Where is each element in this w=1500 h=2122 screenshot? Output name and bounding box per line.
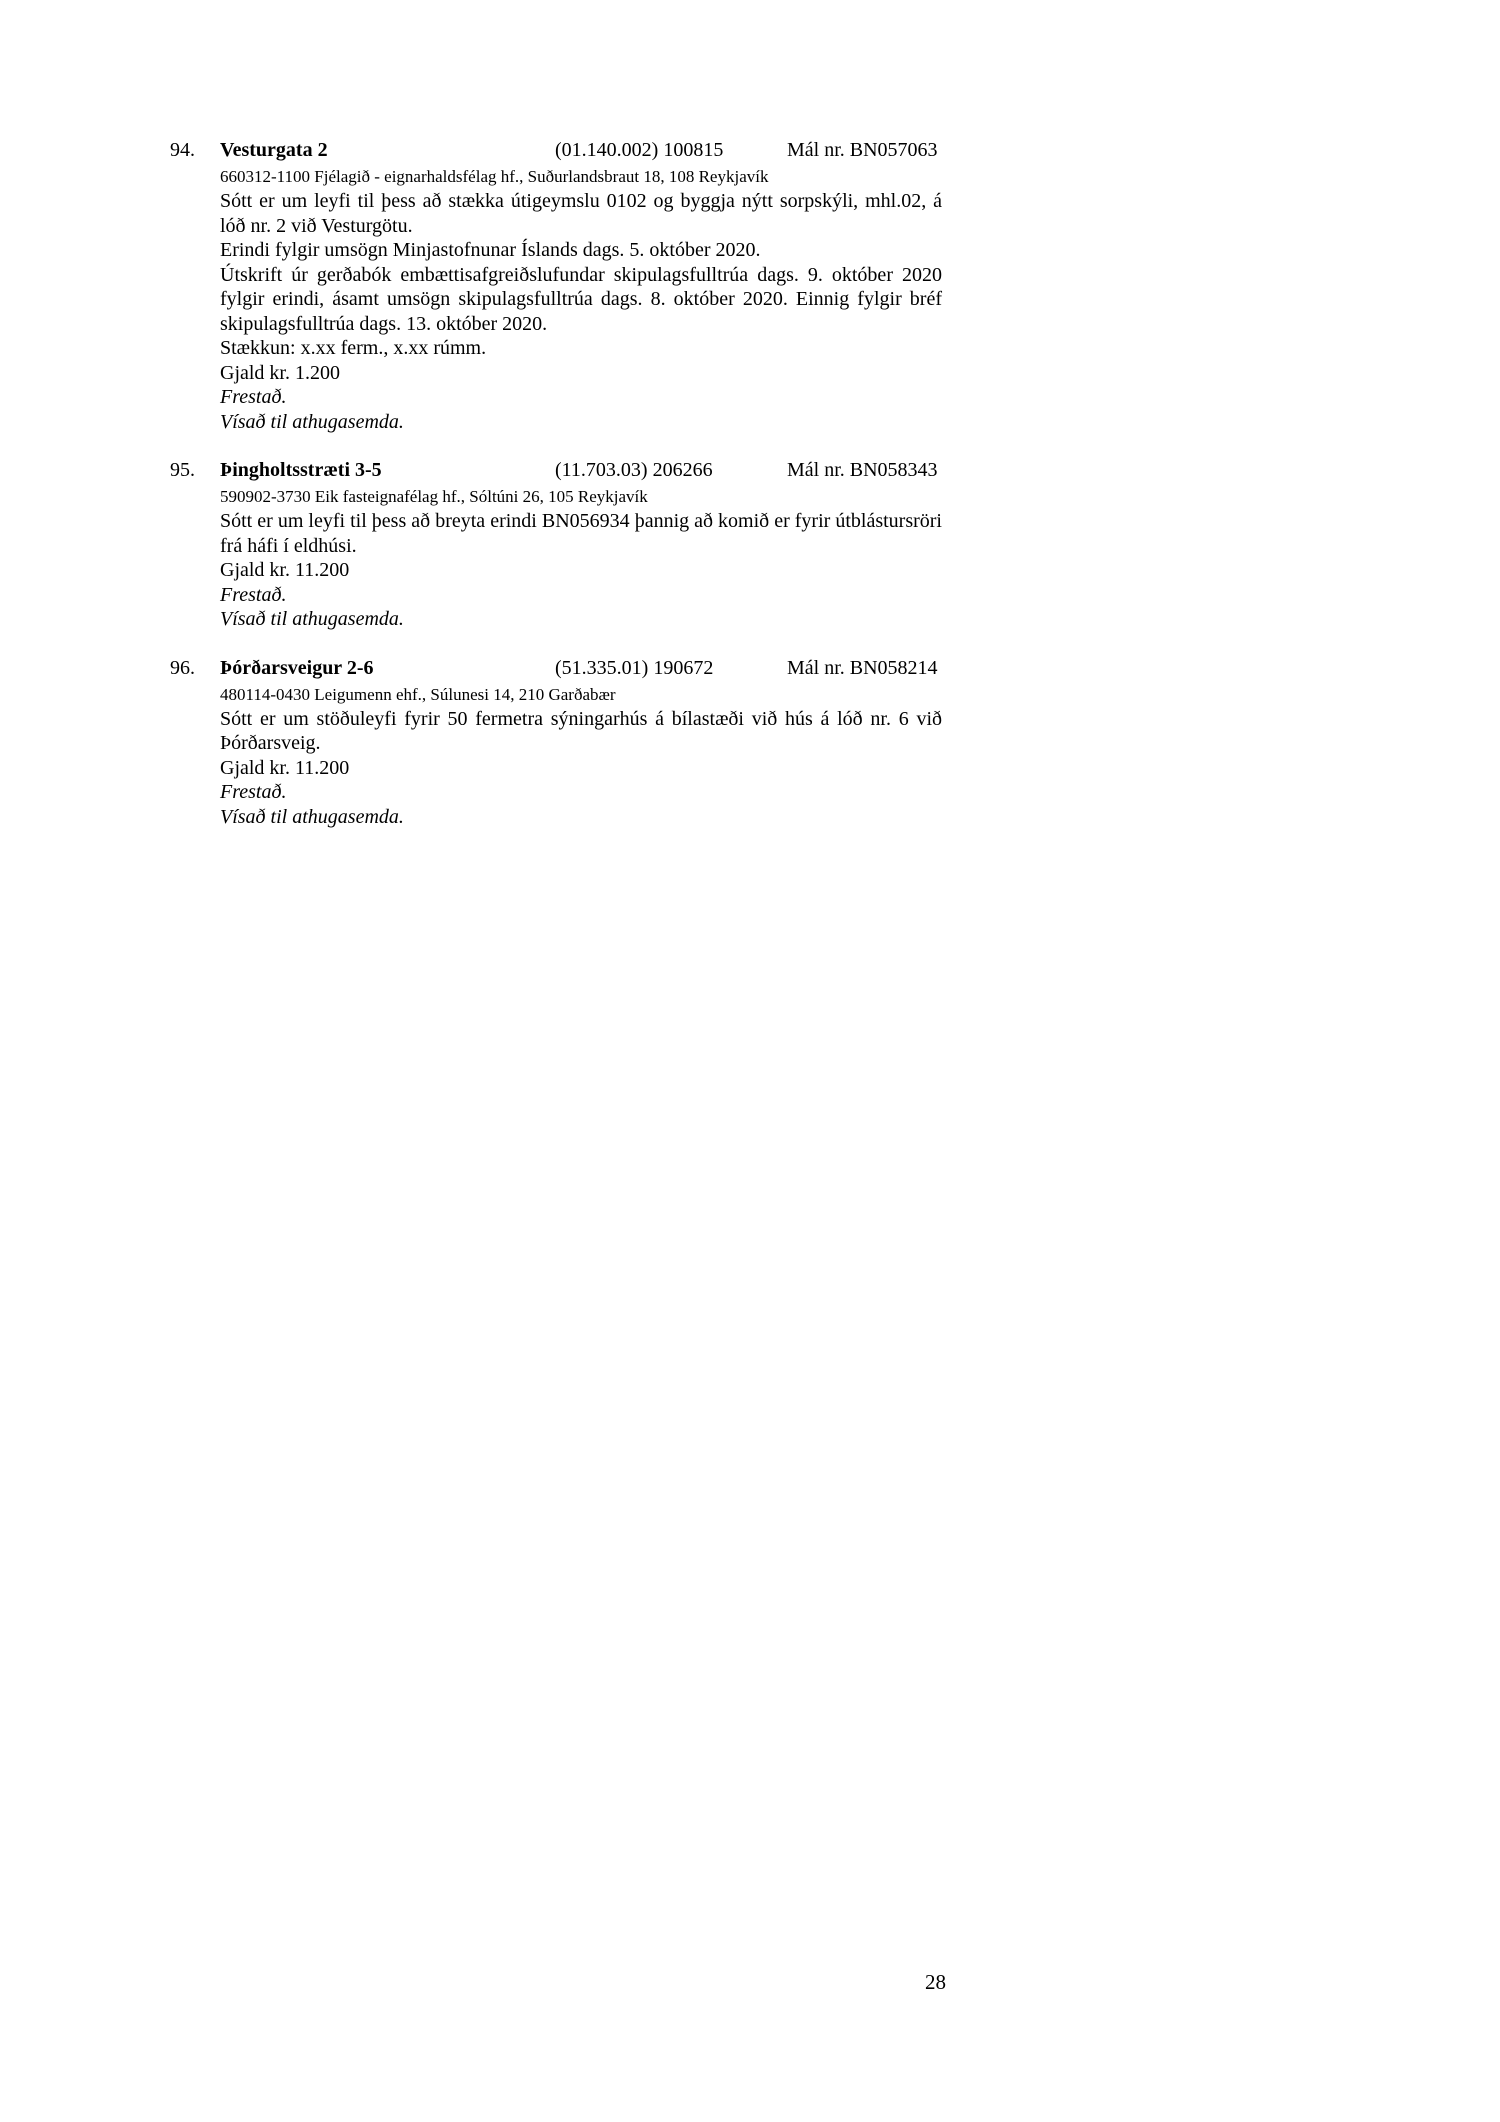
item-body xyxy=(220,683,942,830)
status-line: Frestað. xyxy=(220,386,287,408)
item-paragraph: Sótt er um stöðuleyfi fyrir 50 fermetra sýningarhús á bílastæði við hús á lóð nr. 6 við Þórðarsveig. xyxy=(220,707,942,754)
item-case-number: Mál nr. BN058214 xyxy=(787,656,938,679)
fee-line: Gjald kr. 11.200 xyxy=(220,756,350,779)
item-header xyxy=(170,458,944,485)
item-number: 96. xyxy=(170,656,195,679)
status-line: Vísað til athugasemda. xyxy=(220,608,404,630)
fee-line: Gjald kr. 1.200 xyxy=(220,361,340,384)
status-line: Frestað. xyxy=(220,781,287,803)
agenda-item-96 xyxy=(170,656,944,830)
item-case-number: Mál nr. BN058343 xyxy=(787,459,938,481)
item-header xyxy=(170,656,944,683)
item-body xyxy=(220,165,942,434)
item-body xyxy=(220,485,942,632)
item-reference: (11.703.03) 206266 xyxy=(555,459,713,481)
status-line: Frestað. xyxy=(220,583,287,606)
item-paragraph: Sótt er um leyfi til þess að stækka útigeymslu 0102 og byggja nýtt sorpskýli, mhl.02, á lóð nr. 2 við Vesturgötu. xyxy=(220,190,942,237)
item-paragraph: Erindi fylgir umsögn Minjastofnunar Íslands dags. 5. október 2020. xyxy=(220,239,761,261)
applicant-line: 590902-3730 Eik fasteignafélag hf., Sóltúni 26, 105 Reykjavík xyxy=(220,487,648,506)
fee-line: Gjald kr. 11.200 xyxy=(220,559,350,581)
status-line: Vísað til athugasemda. xyxy=(220,410,404,433)
agenda-item-94 xyxy=(170,138,944,434)
applicant-line: 480114-0430 Leigumenn ehf., Súlunesi 14, 210 Garðabær xyxy=(220,684,616,704)
item-reference: (51.335.01) 190672 xyxy=(555,656,714,679)
item-number: 95. xyxy=(170,459,195,481)
document-page xyxy=(170,138,944,853)
item-reference: (01.140.002) 100815 xyxy=(555,139,724,161)
applicant-line: 660312-1100 Fjélagið - eignarhaldsfélag hf., Suðurlandsbraut 18, 108 Reykjavík xyxy=(220,167,769,186)
agenda-item-95 xyxy=(170,458,944,632)
item-paragraph: Stækkun: x.xx ferm., x.xx rúmm. xyxy=(220,337,487,359)
item-paragraph: Útskrift úr gerðabók embættisafgreiðslufundar skipulagsfulltrúa dags. 9. október 2020 fylgir erindi, ásamt umsögn skipulagsfulltrúa dags. 8. október 2020. Einnig fylgir bréf skipulagsfulltrúa dags. 13. október 2020. xyxy=(220,263,942,335)
page-number: 28 xyxy=(925,1970,946,1994)
item-title: Vesturgata 2 xyxy=(220,139,328,161)
item-number: 94. xyxy=(170,139,195,161)
item-title: Þórðarsveigur 2-6 xyxy=(220,656,374,679)
status-line: Vísað til athugasemda. xyxy=(220,805,404,828)
item-header xyxy=(170,138,944,165)
item-paragraph: Sótt er um leyfi til þess að breyta erindi BN056934 þannig að komið er fyrir útblástursröri frá háfi í eldhúsi. xyxy=(220,510,942,557)
item-title: Þingholtsstræti 3-5 xyxy=(220,459,382,481)
item-case-number: Mál nr. BN057063 xyxy=(787,139,938,161)
